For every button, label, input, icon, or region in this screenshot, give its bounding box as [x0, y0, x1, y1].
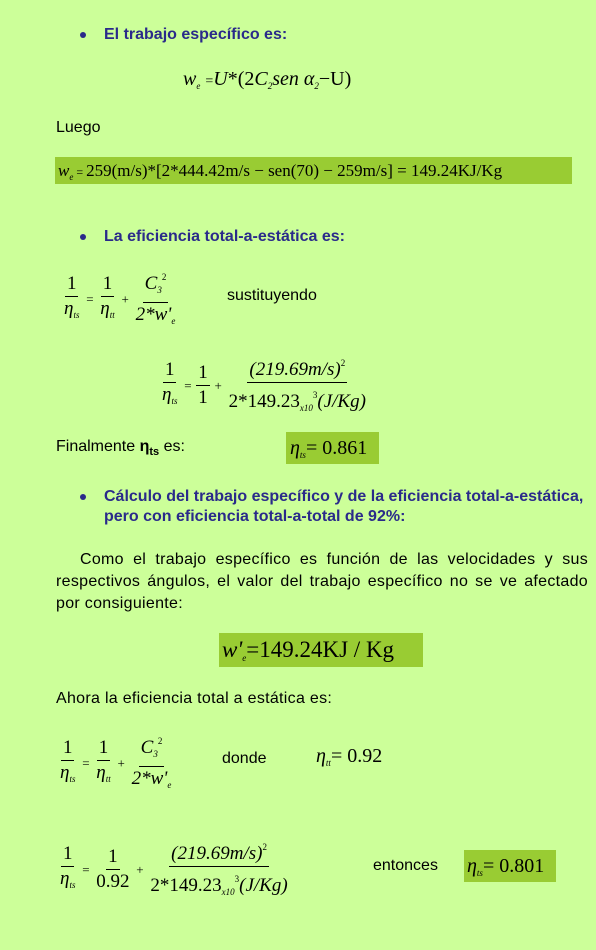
equation-eta-tt: $\eta_{tt}= 0.92$ — [316, 745, 383, 768]
result-eta-ts: $\eta_{ts}= 0.861$ — [286, 432, 379, 464]
equation-efficiency-substituted: $\frac{1}{\eta_{ts}}$ = $\frac{1}{1}$ + $\frac{(219.69m/s)^2}{2*149.23_{x10}^3(J/Kg)}$ — [160, 352, 368, 419]
luego-label: Luego — [56, 119, 101, 136]
entonces-label: entonces — [373, 857, 438, 874]
section-heading-eficiencia — [80, 227, 345, 247]
donde-label: donde — [222, 750, 267, 767]
equation-efficiency-formula: $\frac{1}{\eta_{ts}}$ = $\frac{1}{\eta_{tt}}$ + $\frac{C_3^2}{2*w'_e}$ — [62, 266, 177, 332]
equation-work: $w_e =U*(2C_2sen$ $\alpha_2-U$) — [183, 68, 352, 91]
section-heading-trabajo — [80, 25, 287, 45]
finalmente-label: Finalmente $\eta_{ts}$ es: — [56, 438, 185, 458]
bullet-icon — [80, 32, 86, 38]
ahora-label: Ahora la eficiencia total a estática es: — [56, 690, 333, 707]
equation-efficiency-substituted-2: $\frac{1}{\eta_{ts}}$ = $\frac{1}{0.92}$ + $\frac{(219.69m/s)^2}{2*149.23_{x10}^3(J/Kg)}$ — [58, 836, 290, 903]
sustituyendo-label: sustituyendo — [227, 287, 317, 304]
equation-work-result: $w_e = 259(m/s)*[2*444.42m/s - sen(70) - 259m/s] = 149.24KJ/Kg$ — [55, 157, 572, 184]
explanation-paragraph: Como el trabajo específico es función de las velocidades y sus respectivos ángulos, el valor del trabajo específico no se ve afectado por consiguiente: — [56, 551, 588, 612]
section-title: Cálculo del trabajo específico y de la eficiencia total-a-estática, pero con eficiencia total-a-total de 92%: — [104, 488, 584, 525]
equation-work-prime: $w'_e=149.24KJ / Kg$ — [219, 633, 423, 667]
section-heading-calculo — [80, 487, 588, 527]
section-title: La eficiencia total-a-estática es: — [104, 228, 345, 245]
bullet-icon — [80, 234, 86, 240]
bullet-icon — [80, 494, 86, 500]
result-eta-ts-2: $\eta_{ts}= 0.801$ — [464, 850, 556, 882]
equation-efficiency-formula-2: $\frac{1}{\eta_{ts}}$ = $\frac{1}{\eta_{tt}}$ + $\frac{C_3^2}{2*w'_e}$ — [58, 730, 173, 796]
section-title: El trabajo específico es: — [104, 26, 288, 43]
